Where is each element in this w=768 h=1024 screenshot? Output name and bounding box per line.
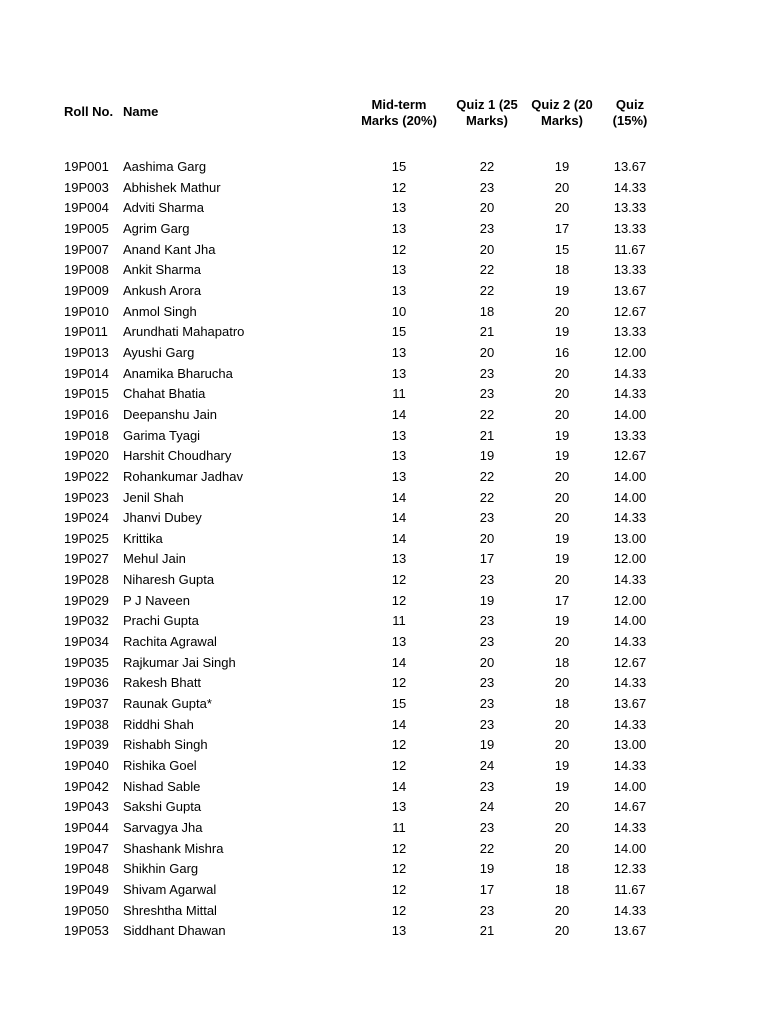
table-row [0, 901, 768, 922]
name-cell: Nishad Sable [123, 778, 201, 794]
roll-no-cell: 19P039 [64, 737, 109, 753]
quiz2-cell: 20 [554, 634, 570, 650]
table-row [0, 405, 768, 426]
midterm-cell: 14 [391, 530, 407, 546]
name-cell: Sakshi Gupta [123, 799, 202, 815]
name-cell: Arundhati Mahapatro [123, 324, 245, 340]
quiz2-cell: 19 [554, 159, 570, 174]
name-cell: Deepanshu Jain [123, 406, 217, 422]
quiz-percent-cell: 14.33 [613, 179, 647, 195]
header-quiz1 [448, 97, 526, 129]
table-row [0, 839, 768, 860]
name-cell: Rishabh Singh [123, 737, 208, 753]
name-cell: Sarvagya Jha [123, 820, 203, 835]
quiz2-cell: 20 [554, 840, 570, 856]
quiz1-cell: 22 [479, 489, 495, 505]
roll-no-cell: 19P027 [64, 551, 109, 567]
name-cell: Niharesh Gupta [123, 572, 215, 588]
midterm-cell: 14 [391, 778, 407, 794]
header-quiz-percent [600, 97, 660, 129]
quiz2-cell: 20 [554, 820, 570, 835]
quiz-percent-cell: 14.67 [613, 799, 647, 815]
quiz2-cell: 20 [554, 365, 570, 381]
quiz2-cell: 20 [554, 468, 570, 484]
name-cell: Ayushi Garg [123, 344, 195, 360]
roll-no-cell: 19P001 [64, 159, 109, 174]
quiz2-cell: 20 [554, 386, 570, 402]
quiz-percent-cell: 14.33 [613, 634, 647, 650]
midterm-cell: 14 [391, 489, 407, 505]
table-row [0, 735, 768, 756]
header-quiz-line2: (15%) [612, 113, 648, 128]
table-row [0, 570, 768, 591]
quiz-percent-cell: 14.33 [613, 902, 647, 918]
header-name: Name [123, 104, 159, 119]
name-cell: Garima Tyagi [123, 427, 201, 443]
name-cell: Shashank Mishra [123, 840, 224, 856]
roll-no-cell: 19P015 [64, 386, 109, 402]
quiz-percent-cell: 14.33 [613, 365, 647, 381]
midterm-cell: 12 [391, 737, 407, 753]
roll-no-cell: 19P024 [64, 510, 109, 526]
quiz-percent-cell: 14.33 [613, 716, 647, 732]
table-row [0, 322, 768, 343]
quiz1-cell: 22 [479, 262, 495, 278]
quiz1-cell: 21 [479, 923, 495, 939]
quiz-percent-cell: 14.33 [613, 386, 647, 402]
name-cell: Harshit Choudhary [123, 448, 232, 464]
quiz2-cell: 18 [554, 262, 570, 278]
table-row [0, 818, 768, 839]
roll-no-cell: 19P007 [64, 241, 109, 257]
roll-no-cell: 19P029 [64, 592, 109, 608]
quiz1-cell: 24 [479, 758, 495, 774]
name-cell: Rohankumar Jadhav [123, 468, 243, 484]
roll-no-cell: 19P032 [64, 613, 109, 629]
table-row [0, 384, 768, 405]
table-row [0, 302, 768, 323]
quiz-percent-cell: 13.67 [613, 696, 647, 712]
table-row [0, 508, 768, 529]
roll-no-cell: 19P036 [64, 675, 109, 691]
quiz-percent-cell: 11.67 [614, 881, 646, 897]
table-row [0, 178, 768, 199]
midterm-cell: 12 [391, 758, 407, 774]
table-row [0, 426, 768, 447]
name-cell: Adviti Sharma [123, 200, 204, 216]
roll-no-cell: 19P011 [64, 324, 108, 340]
midterm-cell: 13 [391, 365, 407, 381]
quiz-percent-cell: 13.33 [613, 200, 647, 216]
quiz-percent-cell: 14.00 [613, 840, 647, 856]
roll-no-cell: 19P047 [64, 840, 109, 856]
name-cell: Jenil Shah [123, 489, 184, 505]
name-cell: Shikhin Garg [123, 861, 199, 877]
midterm-cell: 11 [392, 386, 406, 402]
name-cell: Anamika Bharucha [123, 365, 233, 381]
quiz-percent-cell: 11.67 [614, 241, 646, 257]
table-row [0, 591, 768, 612]
header-midterm [350, 97, 448, 129]
quiz2-cell: 20 [554, 675, 570, 691]
name-cell: Chahat Bhatia [123, 386, 206, 402]
name-cell: Mehul Jain [123, 551, 186, 567]
quiz1-cell: 23 [479, 716, 495, 732]
midterm-cell: 14 [391, 406, 407, 422]
quiz1-cell: 22 [479, 468, 495, 484]
quiz-percent-cell: 14.00 [613, 778, 647, 794]
quiz-percent-cell: 14.33 [613, 675, 647, 691]
midterm-cell: 11 [392, 820, 406, 835]
roll-no-cell: 19P044 [64, 820, 109, 835]
quiz-percent-cell: 14.33 [613, 820, 647, 835]
quiz1-cell: 23 [479, 820, 495, 835]
roll-no-cell: 19P010 [64, 303, 109, 319]
name-cell: Shivam Agarwal [123, 881, 217, 897]
name-cell: Siddhant Dhawan [123, 923, 226, 939]
roll-no-cell: 19P037 [64, 696, 109, 712]
quiz-percent-cell: 12.33 [613, 861, 647, 877]
quiz2-cell: 20 [554, 406, 570, 422]
name-cell: Anmol Singh [123, 303, 197, 319]
quiz-percent-cell: 13.67 [613, 282, 647, 298]
quiz1-cell: 19 [479, 592, 495, 608]
table-row [0, 921, 768, 942]
roll-no-cell: 19P034 [64, 634, 109, 650]
roll-no-cell: 19P028 [64, 572, 109, 588]
roll-no-cell: 19P013 [64, 344, 109, 360]
midterm-cell: 13 [391, 448, 407, 464]
midterm-cell: 14 [391, 716, 407, 732]
midterm-cell: 10 [391, 303, 407, 319]
quiz-percent-cell: 13.33 [613, 324, 647, 340]
quiz1-cell: 19 [479, 861, 495, 877]
quiz2-cell: 17 [554, 220, 570, 236]
roll-no-cell: 19P050 [64, 902, 109, 918]
roll-no-cell: 19P016 [64, 406, 109, 422]
header-quiz1-line1: Quiz 1 (25 [456, 97, 518, 112]
name-cell: P J Naveen [123, 592, 190, 608]
table-row [0, 281, 768, 302]
quiz-percent-cell: 13.33 [613, 220, 647, 236]
quiz1-cell: 23 [479, 572, 495, 588]
name-cell: Jhanvi Dubey [123, 510, 202, 526]
table-row [0, 529, 768, 550]
quiz2-cell: 15 [554, 241, 570, 257]
quiz2-cell: 20 [554, 303, 570, 319]
roll-no-cell: 19P040 [64, 758, 109, 774]
midterm-cell: 12 [391, 592, 407, 608]
quiz1-cell: 23 [479, 902, 495, 918]
quiz-percent-cell: 14.00 [613, 613, 647, 629]
quiz2-cell: 18 [554, 881, 570, 897]
quiz1-cell: 23 [479, 778, 495, 794]
quiz-percent-cell: 12.67 [613, 654, 647, 670]
quiz-percent-cell: 12.67 [613, 303, 647, 319]
header-roll-no: Roll No. [64, 104, 114, 119]
table-row [0, 611, 768, 632]
quiz2-cell: 19 [554, 530, 570, 546]
quiz2-cell: 20 [554, 572, 570, 588]
quiz1-cell: 21 [479, 427, 495, 443]
roll-no-cell: 19P009 [64, 282, 109, 298]
quiz1-cell: 19 [479, 448, 495, 464]
midterm-cell: 14 [391, 510, 407, 526]
quiz2-cell: 20 [554, 489, 570, 505]
quiz1-cell: 22 [479, 159, 495, 174]
quiz1-cell: 23 [479, 386, 495, 402]
quiz2-cell: 20 [554, 902, 570, 918]
quiz1-cell: 23 [479, 634, 495, 650]
quiz-percent-cell: 13.00 [613, 530, 647, 546]
midterm-cell: 12 [391, 902, 407, 918]
quiz1-cell: 19 [479, 737, 495, 753]
name-cell: Ankit Sharma [123, 262, 202, 278]
quiz1-cell: 23 [479, 510, 495, 526]
midterm-cell: 13 [391, 799, 407, 815]
midterm-cell: 12 [391, 179, 407, 195]
header-quiz-line1: Quiz [615, 97, 645, 112]
quiz-percent-cell: 13.00 [613, 737, 647, 753]
midterm-cell: 14 [391, 654, 407, 670]
name-cell: Krittika [123, 530, 163, 546]
name-cell: Abhishek Mathur [123, 179, 221, 195]
table-row [0, 488, 768, 509]
quiz2-cell: 20 [554, 179, 570, 195]
name-cell: Aashima Garg [123, 159, 207, 174]
quiz1-cell: 20 [479, 200, 495, 216]
quiz1-cell: 17 [479, 551, 495, 567]
header-quiz1-line2: Marks) [466, 113, 508, 128]
roll-no-cell: 19P020 [64, 448, 109, 464]
quiz2-cell: 18 [554, 696, 570, 712]
quiz-percent-cell: 12.00 [613, 592, 647, 608]
quiz-percent-cell: 14.00 [613, 489, 647, 505]
name-cell: Agrim Garg [123, 220, 190, 236]
name-cell: Shreshtha Mittal [123, 902, 217, 918]
quiz2-cell: 19 [554, 427, 570, 443]
quiz-percent-cell: 12.67 [613, 448, 647, 464]
quiz1-cell: 24 [479, 799, 495, 815]
quiz1-cell: 23 [479, 696, 495, 712]
quiz2-cell: 19 [554, 282, 570, 298]
table-row [0, 240, 768, 261]
quiz-percent-cell: 14.00 [613, 406, 647, 422]
midterm-cell: 15 [391, 696, 407, 712]
quiz-percent-cell: 13.33 [613, 427, 647, 443]
quiz1-cell: 21 [479, 324, 495, 340]
table-row [0, 157, 768, 178]
midterm-cell: 12 [391, 861, 407, 877]
quiz1-cell: 22 [479, 282, 495, 298]
name-cell: Prachi Gupta [123, 613, 199, 629]
quiz2-cell: 19 [554, 551, 570, 567]
quiz-percent-cell: 14.33 [613, 758, 647, 774]
midterm-cell: 13 [391, 262, 407, 278]
header-midterm-line1: Mid-term [371, 97, 427, 112]
quiz2-cell: 20 [554, 200, 570, 216]
quiz2-cell: 20 [554, 716, 570, 732]
quiz1-cell: 20 [479, 654, 495, 670]
roll-no-cell: 19P043 [64, 799, 109, 815]
midterm-cell: 12 [391, 881, 407, 897]
quiz2-cell: 17 [554, 592, 570, 608]
roll-no-cell: 19P003 [64, 179, 109, 195]
midterm-cell: 11 [392, 613, 406, 629]
roll-no-cell: 19P049 [64, 881, 109, 897]
quiz2-cell: 18 [554, 654, 570, 670]
midterm-cell: 15 [391, 159, 407, 174]
quiz1-cell: 23 [479, 365, 495, 381]
name-cell: Rachita Agrawal [123, 634, 217, 650]
quiz2-cell: 20 [554, 923, 570, 939]
name-cell: Riddhi Shah [123, 716, 194, 732]
table-row [0, 859, 768, 880]
table-row [0, 467, 768, 488]
roll-no-cell: 19P014 [64, 365, 109, 381]
quiz1-cell: 23 [479, 675, 495, 691]
table-row [0, 632, 768, 653]
roll-no-cell: 19P042 [64, 778, 109, 794]
table-row [0, 219, 768, 240]
roll-no-cell: 19P025 [64, 530, 109, 546]
roll-no-cell: 19P008 [64, 262, 109, 278]
quiz1-cell: 20 [479, 241, 495, 257]
midterm-cell: 13 [391, 427, 407, 443]
quiz2-cell: 18 [554, 861, 570, 877]
quiz-percent-cell: 13.67 [613, 159, 647, 174]
table-row [0, 653, 768, 674]
midterm-cell: 15 [391, 324, 407, 340]
quiz-percent-cell: 12.00 [613, 551, 647, 567]
header-quiz2 [526, 97, 598, 129]
quiz2-cell: 20 [554, 799, 570, 815]
name-cell: Rakesh Bhatt [123, 675, 202, 691]
table-row [0, 715, 768, 736]
quiz-percent-cell: 14.33 [613, 510, 647, 526]
table-row [0, 198, 768, 219]
header-quiz2-line2: Marks) [541, 113, 583, 128]
roll-no-cell: 19P005 [64, 220, 109, 236]
roll-no-cell: 19P022 [64, 468, 109, 484]
quiz2-cell: 19 [554, 758, 570, 774]
midterm-cell: 12 [391, 241, 407, 257]
midterm-cell: 12 [391, 572, 407, 588]
quiz-percent-cell: 14.33 [613, 572, 647, 588]
midterm-cell: 13 [391, 923, 407, 939]
roll-no-cell: 19P038 [64, 716, 109, 732]
quiz1-cell: 18 [479, 303, 495, 319]
quiz-percent-cell: 14.00 [613, 468, 647, 484]
table-row [0, 343, 768, 364]
name-cell: Anand Kant Jha [123, 241, 216, 257]
table-row [0, 364, 768, 385]
name-cell: Raunak Gupta* [123, 696, 212, 712]
header-quiz2-line1: Quiz 2 (20 [531, 97, 593, 112]
roll-no-cell: 19P048 [64, 861, 109, 877]
quiz2-cell: 19 [554, 778, 570, 794]
quiz2-cell: 19 [554, 324, 570, 340]
roll-no-cell: 19P035 [64, 654, 109, 670]
midterm-cell: 13 [391, 468, 407, 484]
midterm-cell: 13 [391, 200, 407, 216]
midterm-cell: 13 [391, 344, 407, 360]
quiz1-cell: 23 [479, 613, 495, 629]
roll-no-cell: 19P023 [64, 489, 109, 505]
quiz1-cell: 20 [479, 344, 495, 360]
table-row [0, 694, 768, 715]
table-row [0, 880, 768, 901]
quiz1-cell: 22 [479, 840, 495, 856]
quiz1-cell: 17 [479, 881, 495, 897]
quiz-percent-cell: 12.00 [613, 344, 647, 360]
table-row [0, 446, 768, 467]
roll-no-cell: 19P004 [64, 200, 109, 216]
roll-no-cell: 19P053 [64, 923, 109, 939]
midterm-cell: 13 [391, 220, 407, 236]
name-cell: Rajkumar Jai Singh [123, 654, 236, 670]
quiz1-cell: 20 [479, 530, 495, 546]
quiz-percent-cell: 13.33 [613, 262, 647, 278]
quiz1-cell: 22 [479, 406, 495, 422]
header-midterm-line2: Marks (20%) [361, 113, 437, 128]
table-row [0, 549, 768, 570]
table-row [0, 797, 768, 818]
table-row [0, 777, 768, 798]
midterm-cell: 12 [391, 675, 407, 691]
quiz2-cell: 19 [554, 448, 570, 464]
quiz1-cell: 23 [479, 179, 495, 195]
table-row [0, 673, 768, 694]
quiz2-cell: 20 [554, 737, 570, 753]
quiz-percent-cell: 13.67 [613, 923, 647, 939]
midterm-cell: 13 [391, 282, 407, 298]
quiz1-cell: 23 [479, 220, 495, 236]
midterm-cell: 12 [391, 840, 407, 856]
quiz2-cell: 19 [554, 613, 570, 629]
marks-table-body [0, 157, 768, 942]
table-row [0, 756, 768, 777]
quiz2-cell: 20 [554, 510, 570, 526]
roll-no-cell: 19P018 [64, 427, 109, 443]
midterm-cell: 13 [391, 551, 407, 567]
table-row [0, 260, 768, 281]
midterm-cell: 13 [391, 634, 407, 650]
name-cell: Ankush Arora [123, 282, 202, 298]
name-cell: Rishika Goel [123, 758, 197, 774]
quiz2-cell: 16 [554, 344, 570, 360]
